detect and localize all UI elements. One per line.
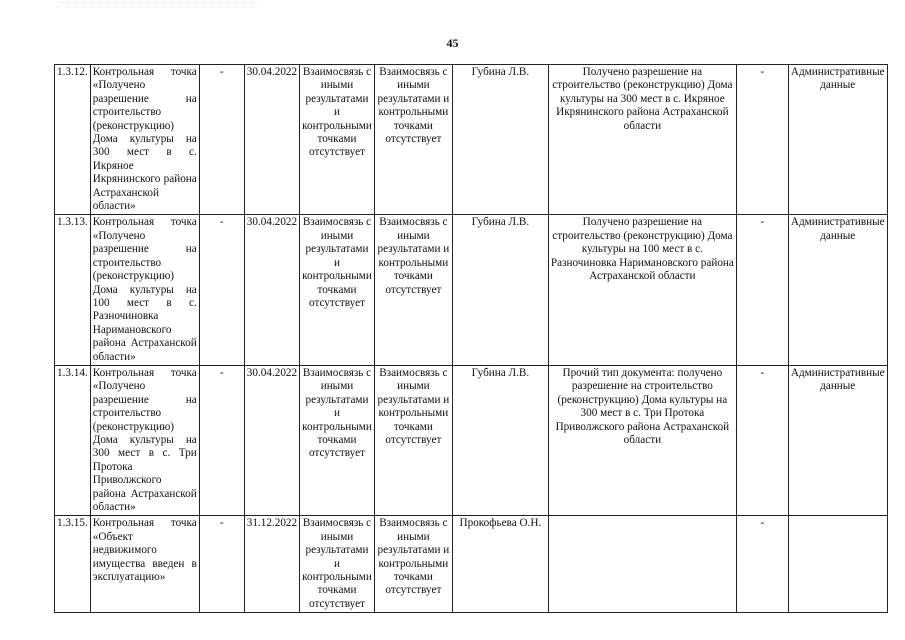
table-row: [55, 65, 888, 215]
info-source: Административные данные: [788, 215, 887, 365]
row-number: 1.3.12.: [55, 65, 91, 215]
result-description: Прочий тип документа: получено разрешение на строительство (реконструкцию) Дома культуры на 300 мест в с. Три Протока Приволжского района Астраханской области: [548, 365, 736, 515]
successor-link: Взаимосвязь с иными результатами и контрольными точками отсутствует: [374, 365, 452, 515]
predecessor-link: Взаимосвязь с иными результатами и контрольными точками отсутствует: [300, 65, 375, 215]
level-of-control: -: [736, 365, 788, 515]
table-row: [55, 215, 888, 365]
result-description: Получено разрешение на строительство (реконструкцию) Дома культуры на 300 мест в с. Икряное Икрянинского района Астраханской области: [548, 65, 736, 215]
level-of-control: -: [736, 516, 788, 613]
table-row: [55, 516, 888, 613]
control-points-table: [54, 64, 888, 613]
result-description: [548, 516, 736, 613]
successor-link: Взаимосвязь с иными результатами и контрольными точками отсутствует: [374, 65, 452, 215]
predecessor-link: Взаимосвязь с иными результатами и контрольными точками отсутствует: [300, 516, 375, 613]
base-value: -: [199, 65, 244, 215]
predecessor-link: Взаимосвязь с иными результатами и контрольными точками отсутствует: [300, 365, 375, 515]
table-row: [55, 365, 888, 515]
responsible-person: Губина Л.В.: [452, 215, 548, 365]
successor-link: Взаимосвязь с иными результатами и контрольными точками отсутствует: [374, 516, 452, 613]
row-number: 1.3.15.: [55, 516, 91, 613]
info-source: Административные данные: [788, 365, 887, 515]
scan-artifact: [60, 2, 260, 7]
responsible-person: Прокофьева О.Н.: [452, 516, 548, 613]
info-source: Административные данные: [788, 65, 887, 215]
due-date: 31.12.2022: [244, 516, 299, 613]
base-value: -: [199, 365, 244, 515]
due-date: 30.04.2022: [244, 65, 299, 215]
responsible-person: Губина Л.В.: [452, 65, 548, 215]
control-point-name: Контрольная точка «Получено разрешение на строительство (реконструкцию) Дома культуры на 300 мест в с. Икряное Икрянинского района Астраханской области»: [90, 65, 199, 215]
control-point-name: Контрольная точка «Получено разрешение на строительство (реконструкцию) Дома культуры на 300 мест в с. Три Протока Приволжского района Астраханской области»: [90, 365, 199, 515]
row-number: 1.3.13.: [55, 215, 91, 365]
level-of-control: -: [736, 215, 788, 365]
responsible-person: Губина Л.В.: [452, 365, 548, 515]
page-number: 45: [446, 36, 459, 50]
base-value: -: [199, 516, 244, 613]
result-description: Получено разрешение на строительство (реконструкцию) Дома культуры на 100 мест в с. Разночиновка Наримановского района Астраханской области: [548, 215, 736, 365]
due-date: 30.04.2022: [244, 215, 299, 365]
control-point-name: Контрольная точка «Объект недвижимого имущества введен в эксплуатацию»: [90, 516, 199, 613]
info-source: [788, 516, 887, 613]
level-of-control: -: [736, 65, 788, 215]
predecessor-link: Взаимосвязь с иными результатами и контрольными точками отсутствует: [300, 215, 375, 365]
base-value: -: [199, 215, 244, 365]
successor-link: Взаимосвязь с иными результатами и контрольными точками отсутствует: [374, 215, 452, 365]
row-number: 1.3.14.: [55, 365, 91, 515]
control-point-name: Контрольная точка «Получено разрешение на строительство (реконструкцию) Дома культуры на 100 мест в с. Разночиновка Наримановского района Астраханской области»: [90, 215, 199, 365]
due-date: 30.04.2022: [244, 365, 299, 515]
